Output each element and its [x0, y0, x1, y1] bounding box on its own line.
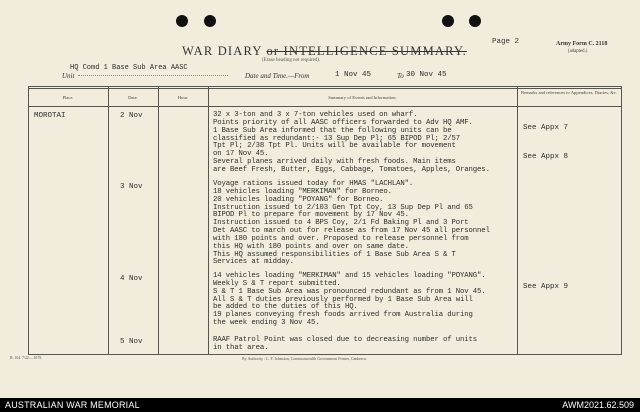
col-divider	[108, 86, 109, 354]
col-divider	[208, 86, 209, 354]
entry-date: 3 Nov	[120, 183, 143, 191]
header-bottom-rule	[28, 106, 622, 107]
army-form-label: Army Form C. 2118	[556, 41, 608, 47]
entry-line: S & T 1 Base Sub Area was pronounced redundant as from 1 Nov 45.	[213, 287, 486, 296]
form-print-code: B. 164. 7/42.—1079.	[10, 356, 43, 360]
entry-line: 20 vehicles loading "POYANG" for Borneo.	[213, 195, 384, 204]
date-from: 1 Nov 45	[335, 71, 372, 79]
entry-line: RAAF Patrol Point was closed due to decreasing number of units	[213, 336, 478, 344]
place-value: MOROTAI	[34, 112, 66, 120]
col-header-remarks: Remarks and references to Appendices, Diaries, &c.	[520, 90, 618, 95]
col-header-place: Place.	[62, 95, 74, 100]
entry-line: Instruction issued to 2/103 Gen Tpt Coy, 13 Sup Dep Pl and 65	[213, 203, 473, 212]
col-divider	[517, 86, 518, 354]
entry-line: This HQ assumed responsibilities of 1 Base Sub Area S & T	[213, 250, 456, 259]
entry-line: Instruction issued to 4 BPS Coy, 2/1 Fd Baking Pl and 3 Port	[213, 219, 469, 228]
diary-subtitle: (Erase heading not required).	[262, 58, 321, 63]
appendix-ref: See Appx 7	[523, 124, 569, 132]
form-note: (adapted.)	[568, 49, 588, 54]
punch-hole	[204, 15, 216, 27]
entry-line: 19 planes conveying fresh foods arrived from Australia during	[213, 311, 473, 320]
col-divider	[158, 86, 159, 354]
entry-line: Services at midday.	[213, 258, 294, 267]
entry-line: are Beef Fresh, Butter, Eggs, Cabbage, Tomatoes, Apples, Oranges.	[213, 165, 490, 174]
table-right-border	[621, 86, 622, 354]
appendix-ref: See Appx 9	[523, 283, 569, 291]
entry-line: classified as redundant:- 13 Sup Dep Pl; 65 BIPOD Pl; 2/57	[213, 134, 461, 143]
diary-entry	[213, 112, 490, 175]
entry-line: BIPOD Pl to prepare for movement by 17 Nov 45.	[213, 211, 409, 220]
to-label: To	[397, 72, 404, 80]
appendix-ref: See Appx 8	[523, 153, 569, 161]
archive-credit-bar	[0, 398, 640, 412]
archive-id: AWM2021.62.509	[562, 400, 634, 410]
entry-line: All S & T duties previously performed by 1 Base Sub Area will	[213, 295, 473, 304]
diary-entry	[213, 337, 477, 353]
table-bottom-rule	[28, 354, 622, 355]
entry-line: 14 vehicles loading "MERKIMAN" and 15 vehicles loading "POYANG".	[213, 272, 486, 280]
entry-line: Det AASC to march out for release as from 17 Nov 45 all personnel	[213, 227, 490, 236]
printer-credit: By Authority : L. F. Johnston, Commonwealth Government Printer, Canberra.	[242, 356, 367, 361]
diary-entry	[213, 273, 486, 328]
entry-line: in that area.	[213, 343, 269, 352]
entry-line: Several planes arrived daily with fresh foods. Main items	[213, 158, 456, 167]
entry-date: 5 Nov	[120, 338, 143, 346]
col-header-hour: Hour.	[177, 95, 189, 100]
punch-hole	[176, 15, 188, 27]
entry-line: this HQ with 180 points and over on same date.	[213, 242, 409, 251]
entry-line: Points priority of all AASC officers forwarded to Adv HQ AMF.	[213, 118, 473, 127]
entry-date: 4 Nov	[120, 275, 143, 283]
date-label: Date and Time.—From	[245, 72, 310, 80]
entry-line: with 180 points and over. Proposed to release personnel from	[213, 234, 469, 243]
table-left-border	[28, 86, 29, 354]
table-top-rule	[28, 86, 622, 87]
entry-line: 18 vehicles loading "MERKIMAN" for Borneo.	[213, 187, 392, 196]
entry-line: be added to the duties of this HQ.	[213, 303, 358, 312]
date-to: 30 Nov 45	[406, 71, 447, 79]
punch-hole	[442, 15, 454, 27]
entry-line: on 17 Nov 45.	[213, 150, 269, 159]
unit-label: Unit	[62, 72, 75, 80]
diary-title: WAR DIARY or INTELLIGENCE SUMMARY.	[182, 44, 467, 58]
page-number: Page 2	[492, 38, 520, 46]
entry-line: Voyage rations issued today for HMAS "LACHLAN".	[213, 180, 414, 188]
diary-entry	[213, 181, 490, 267]
unit-underline	[78, 75, 228, 76]
entry-line: Tpt Pl; 2/38 Tpt Pl. Units will be available for movement	[213, 142, 456, 151]
col-header-summary: Summary of Events and Information.	[328, 95, 397, 100]
punch-hole	[469, 15, 481, 27]
table-top-rule	[28, 88, 622, 89]
unit-value: HQ Comd 1 Base Sub Area AASC	[70, 64, 188, 72]
entry-line: 32 x 3-ton and 3 x 7-ton vehicles used on wharf.	[213, 111, 418, 119]
entry-line: 1 Base Sub Area informed that the following units can be	[213, 126, 452, 135]
entry-line: Weekly S & T report submitted.	[213, 279, 341, 288]
archive-name: AUSTRALIAN WAR MEMORIAL	[5, 400, 140, 410]
entry-line: the week ending 3 Nov 45.	[213, 319, 320, 328]
col-header-date: Date.	[128, 95, 138, 100]
entry-date: 2 Nov	[120, 112, 143, 120]
